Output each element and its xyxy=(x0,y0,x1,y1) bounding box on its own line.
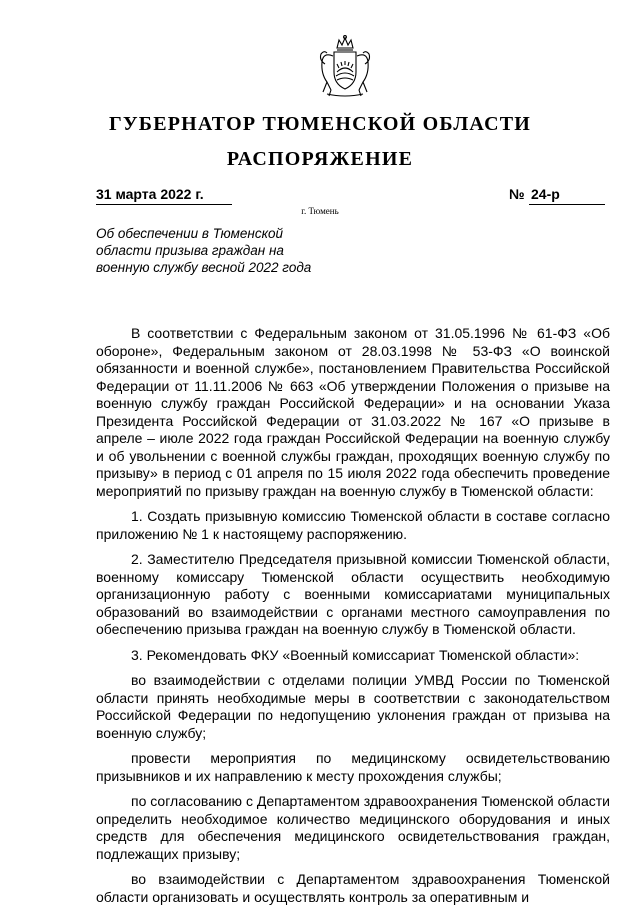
paragraph-sub-3: по согласованию с Департаментом здравоохранения Тюменской области определить необходимое количество медицинского оборудования и иных средств для обеспечения медицинского освидетельствования граждан, подлежащих призыву; xyxy=(96,793,610,862)
document-body xyxy=(96,325,610,914)
number-underline xyxy=(529,204,605,205)
date-underline xyxy=(96,204,232,205)
document-date: 31 марта 2022 г. xyxy=(96,186,204,202)
paragraph-item-1: 1. Создать призывную комиссию Тюменской области в составе согласно приложению № 1 к настоящему распоряжению. xyxy=(96,508,610,542)
number-sign: № xyxy=(509,186,525,202)
paragraph-item-3: 3. Рекомендовать ФКУ «Военный комиссариат Тюменской области»: xyxy=(131,646,580,663)
paragraph-sub-2: провести мероприятия по медицинскому освидетельствованию призывников и их направлению к месту прохождения службы; xyxy=(96,750,610,784)
paragraph-sub-4: во взаимодействии с Департаментом здравоохранения Тюменской области организовать и осуществлять контроль за оперативным и xyxy=(96,871,610,905)
authority-title: ГУБЕРНАТОР ТЮМЕНСКОЙ ОБЛАСТИ xyxy=(108,113,532,135)
coat-of-arms-emblem xyxy=(313,34,377,98)
paragraph-item-2: 2. Заместителю Председателя призывной комиссии Тюменской области, военному комиссару Тюменской области осуществить необходимую организационную работу с военными комиссариатами муниципальных образований во взаимодействии с органами местного самоуправления по обеспечению призыва граждан на военную службу в Тюменской области. xyxy=(96,551,610,637)
document-type: РАСПОРЯЖЕНИЕ xyxy=(226,148,414,170)
paragraph-preamble: В соответствии с Федеральным законом от 31.05.1996 № 61-ФЗ «Об обороне», Федеральным законом от 28.03.1998 № 53-ФЗ «О воинской обязанности и военной службе», постановлением Правительства Российской Федерации от 11.11.2006 № 663 «Об утверждении Положения о призыве на военную службу граждан Российской Федерации» и на основании Указа Президента Российской Федерации от 31.03.2022 № 167 «О призыве в апреле – июле 2022 года граждан Российской Федерации на военную службу и об увольнении с военной службы граждан, проходящих военную службу по призыву» в период с 01 апреля по 15 июля 2022 года обеспечить проведение мероприятий по призыву граждан на военную службу в Тюменской области: xyxy=(96,325,610,499)
paragraph-sub-1: во взаимодействии с отделами полиции УМВД России по Тюменской области принять необходимые меры в соответствии с законодательством Российской Федерации по недопущению уклонения граждан от призыва на военную службу; xyxy=(96,672,610,741)
document-city: г. Тюмень xyxy=(301,206,339,216)
document-subject: Об обеспечении в Тюменской области призыва граждан на военную службу весной 2022 года xyxy=(96,226,312,275)
document-number: 24-р xyxy=(531,186,560,202)
